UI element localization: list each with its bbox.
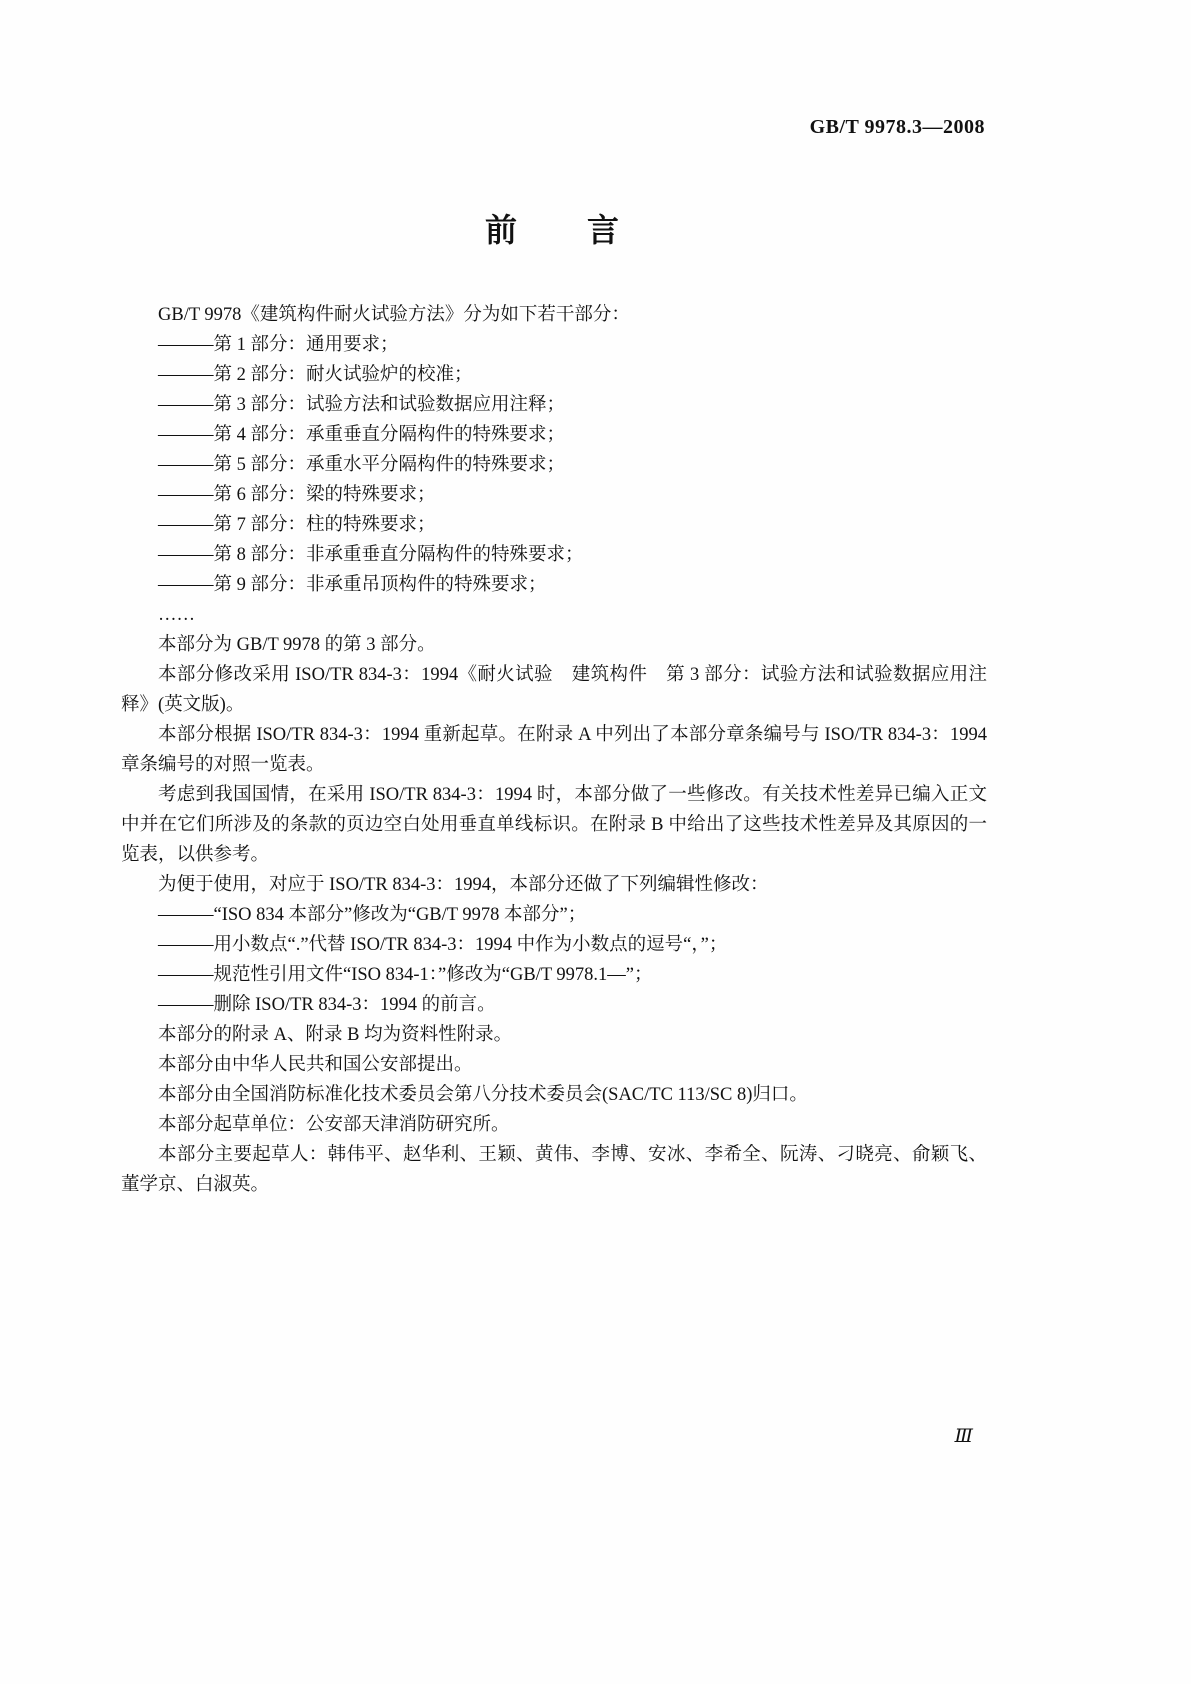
paragraph: 本部分修改采用 ISO/TR 834-3：1994《耐火试验 建筑构件 第 3 部分：试验方法和试验数据应用注释》(英文版)。 <box>121 665 987 715</box>
paragraph: 本部分起草单位：公安部天津消防研究所。 <box>158 1115 510 1135</box>
list-item: ———规范性引用文件“ISO 834-1：”修改为“GB/T 9978.1—”； <box>158 965 653 985</box>
paragraph: 本部分由中华人民共和国公安部提出。 <box>158 1055 473 1075</box>
paragraph: 本部分根据 ISO/TR 834-3：1994 重新起草。在附录 A 中列出了本部分章条编号与 ISO/TR 834-3：1994 章条编号的对照一览表。 <box>121 725 987 775</box>
paragraph: 本部分由全国消防标准化技术委员会第八分技术委员会(SAC/TC 113/SC 8)归口。 <box>158 1085 808 1105</box>
list-item: ———第 8 部分：非承重垂直分隔构件的特殊要求； <box>158 545 584 565</box>
list-item: ———第 2 部分：耐火试验炉的校准； <box>158 365 473 385</box>
paragraph: 本部分的附录 A、附录 B 均为资料性附录。 <box>158 1025 513 1045</box>
paragraph: GB/T 9978《建筑构件耐火试验方法》分为如下若干部分： <box>158 305 630 325</box>
paragraph: 本部分为 GB/T 9978 的第 3 部分。 <box>158 635 436 655</box>
list-item: ———第 3 部分：试验方法和试验数据应用注释； <box>158 395 566 415</box>
list-item: ———第 4 部分：承重垂直分隔构件的特殊要求； <box>158 425 566 445</box>
ellipsis-line: …… <box>158 605 195 625</box>
list-item: ———第 9 部分：非承重吊顶构件的特殊要求； <box>158 575 547 595</box>
list-item: ———第 1 部分：通用要求； <box>158 335 399 355</box>
page-title: 前 言 <box>484 212 621 248</box>
paragraph: 本部分主要起草人：韩伟平、赵华利、王颖、黄伟、李博、安冰、李希全、阮涛、刁晓亮、俞颖飞、董学京、白淑英。 <box>121 1145 987 1195</box>
paragraph: 为便于使用，对应于 ISO/TR 834-3：1994，本部分还做了下列编辑性修改： <box>158 875 769 895</box>
list-item: ———用小数点“.”代替 ISO/TR 834-3：1994 中作为小数点的逗号“，”； <box>158 935 728 955</box>
list-item: ———删除 ISO/TR 834-3：1994 的前言。 <box>158 995 496 1015</box>
list-item: ———“ISO 834 本部分”修改为“GB/T 9978 本部分”； <box>158 905 587 925</box>
standard-number: GB/T 9978.3—2008 <box>809 116 985 138</box>
page-number: Ⅲ <box>954 1426 973 1447</box>
list-item: ———第 7 部分：柱的特殊要求； <box>158 515 436 535</box>
paragraph: 考虑到我国国情，在采用 ISO/TR 834-3：1994 时，本部分做了一些修改。有关技术性差异已编入正文中并在它们所涉及的条款的页边空白处用垂直单线标识。在附录 B 中给出了这些技术性差异及其原因的一览表，以供参考。 <box>121 785 987 865</box>
list-item: ———第 6 部分：梁的特殊要求； <box>158 485 436 505</box>
list-item: ———第 5 部分：承重水平分隔构件的特殊要求； <box>158 455 566 475</box>
foreword-body <box>121 300 987 1200</box>
